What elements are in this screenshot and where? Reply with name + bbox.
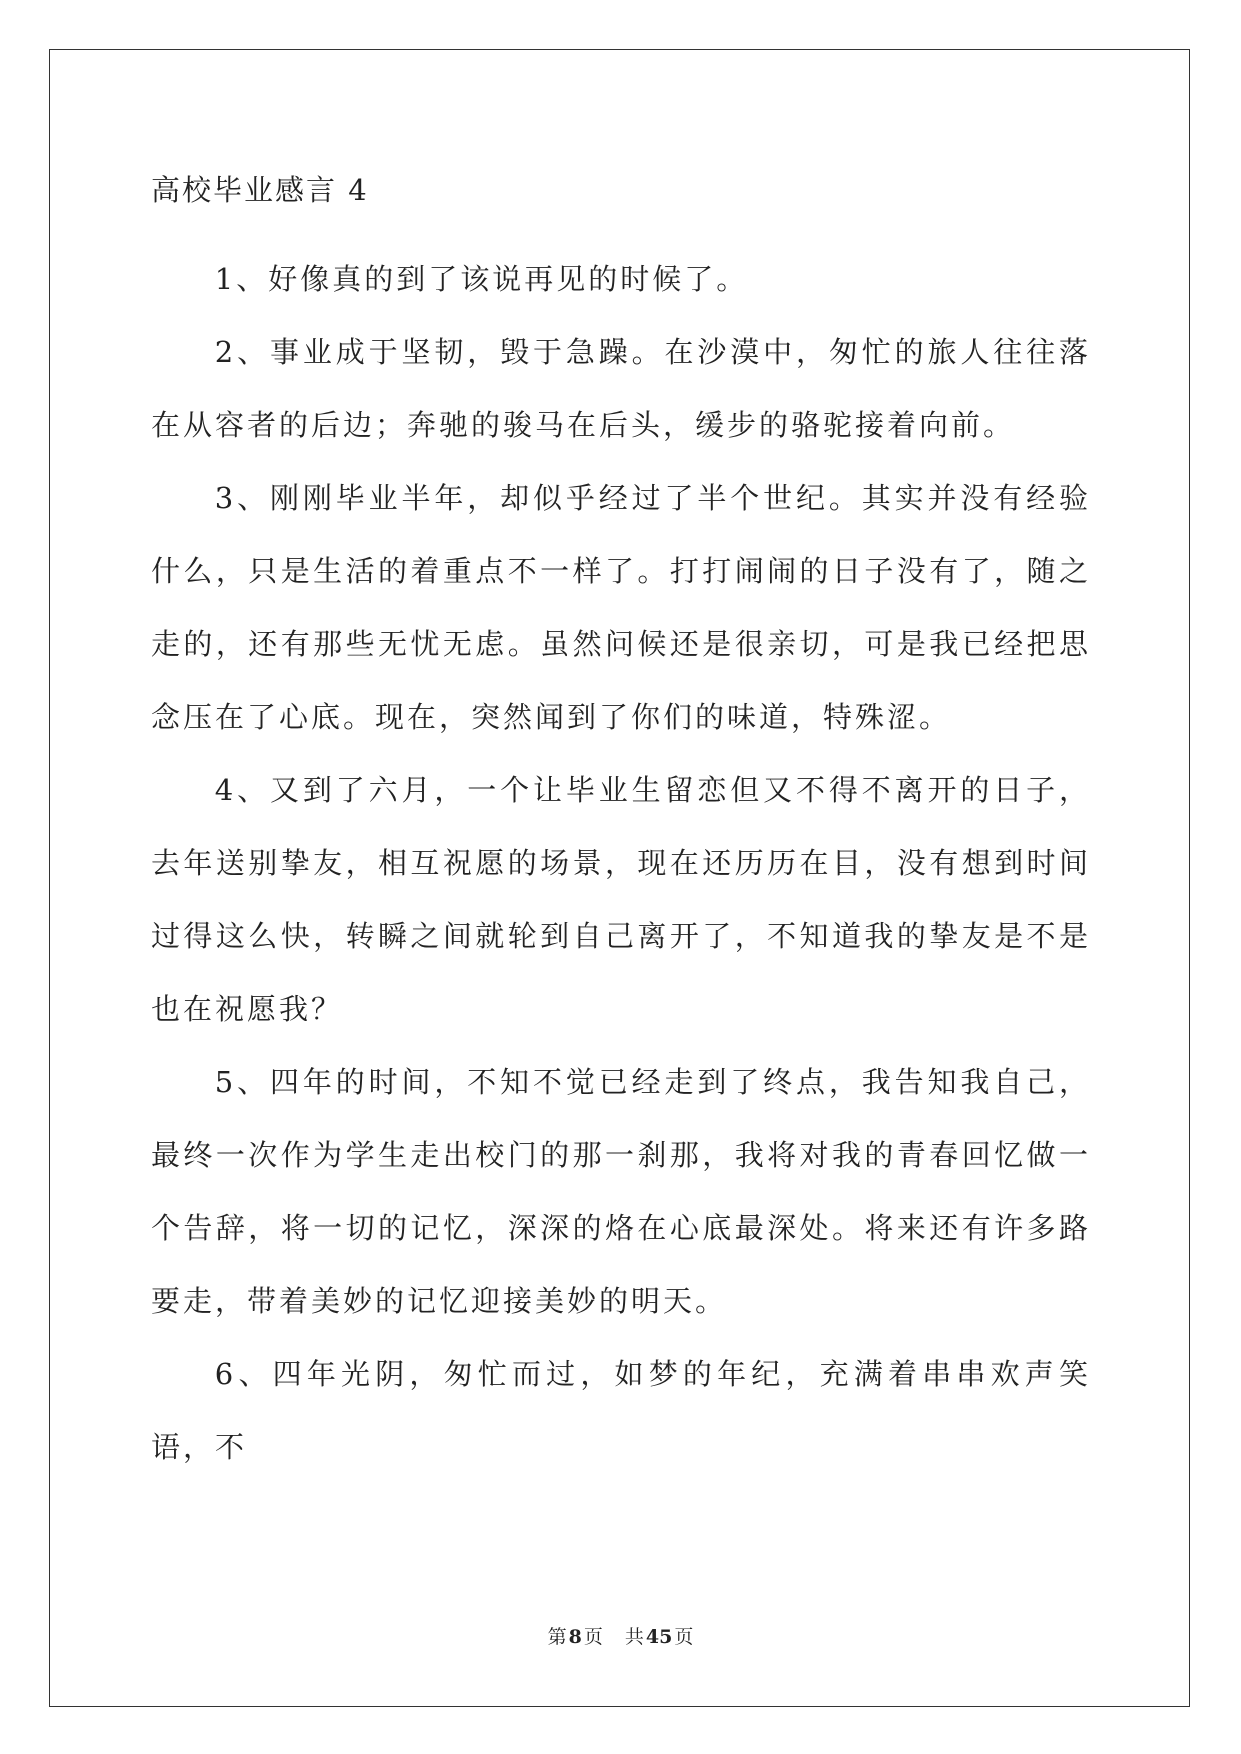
paragraph-5: 5、四年的时间，不知不觉已经走到了终点，我告知我自己，最终一次作为学生走出校门的那一刹那，我将对我的青春回忆做一个告辞，将一切的记忆，深深的烙在心底最深处。将来还有许多路要走，带着美妙的记忆迎接美妙的明天。 xyxy=(151,1065,1091,1318)
paragraph-4: 4、又到了六月，一个让毕业生留恋但又不得不离开的日子，去年送别挚友，相互祝愿的场景，现在还历历在目，没有想到时间过得这么快，转瞬之间就轮到自己离开了，不知道我的挚友是不是也在祝愿我？ xyxy=(151,773,1091,1026)
document-body xyxy=(151,170,1091,1484)
paragraph-6: 6、四年光阴，匆忙而过，如梦的年纪，充满着串串欢声笑语，不 xyxy=(151,1357,1091,1464)
paragraph-2: 2、事业成于坚韧，毁于急躁。在沙漠中，匆忙的旅人往往落在从容者的后边；奔驰的骏马在后头，缓步的骆驼接着向前。 xyxy=(151,335,1091,442)
page-suffix: 页 xyxy=(583,1626,603,1648)
total-pages: 45 xyxy=(645,1626,673,1648)
page-number: 8 xyxy=(568,1626,582,1648)
total-suffix: 页 xyxy=(674,1626,694,1648)
document-title: 高校毕业感言 4 xyxy=(151,173,369,207)
page-footer xyxy=(0,1622,1241,1649)
page-prefix: 第 xyxy=(547,1626,567,1648)
total-prefix: 共 xyxy=(624,1626,644,1648)
paragraph-3: 3、刚刚毕业半年，却似乎经过了半个世纪。其实并没有经验什么，只是生活的着重点不一样了。打打闹闹的日子没有了，随之走的，还有那些无忧无虑。虽然问候还是很亲切，可是我已经把思念压在了心底。现在，突然闻到了你们的味道，特殊涩。 xyxy=(151,481,1091,734)
paragraph-1: 1、好像真的到了该说再见的时候了。 xyxy=(214,262,749,296)
